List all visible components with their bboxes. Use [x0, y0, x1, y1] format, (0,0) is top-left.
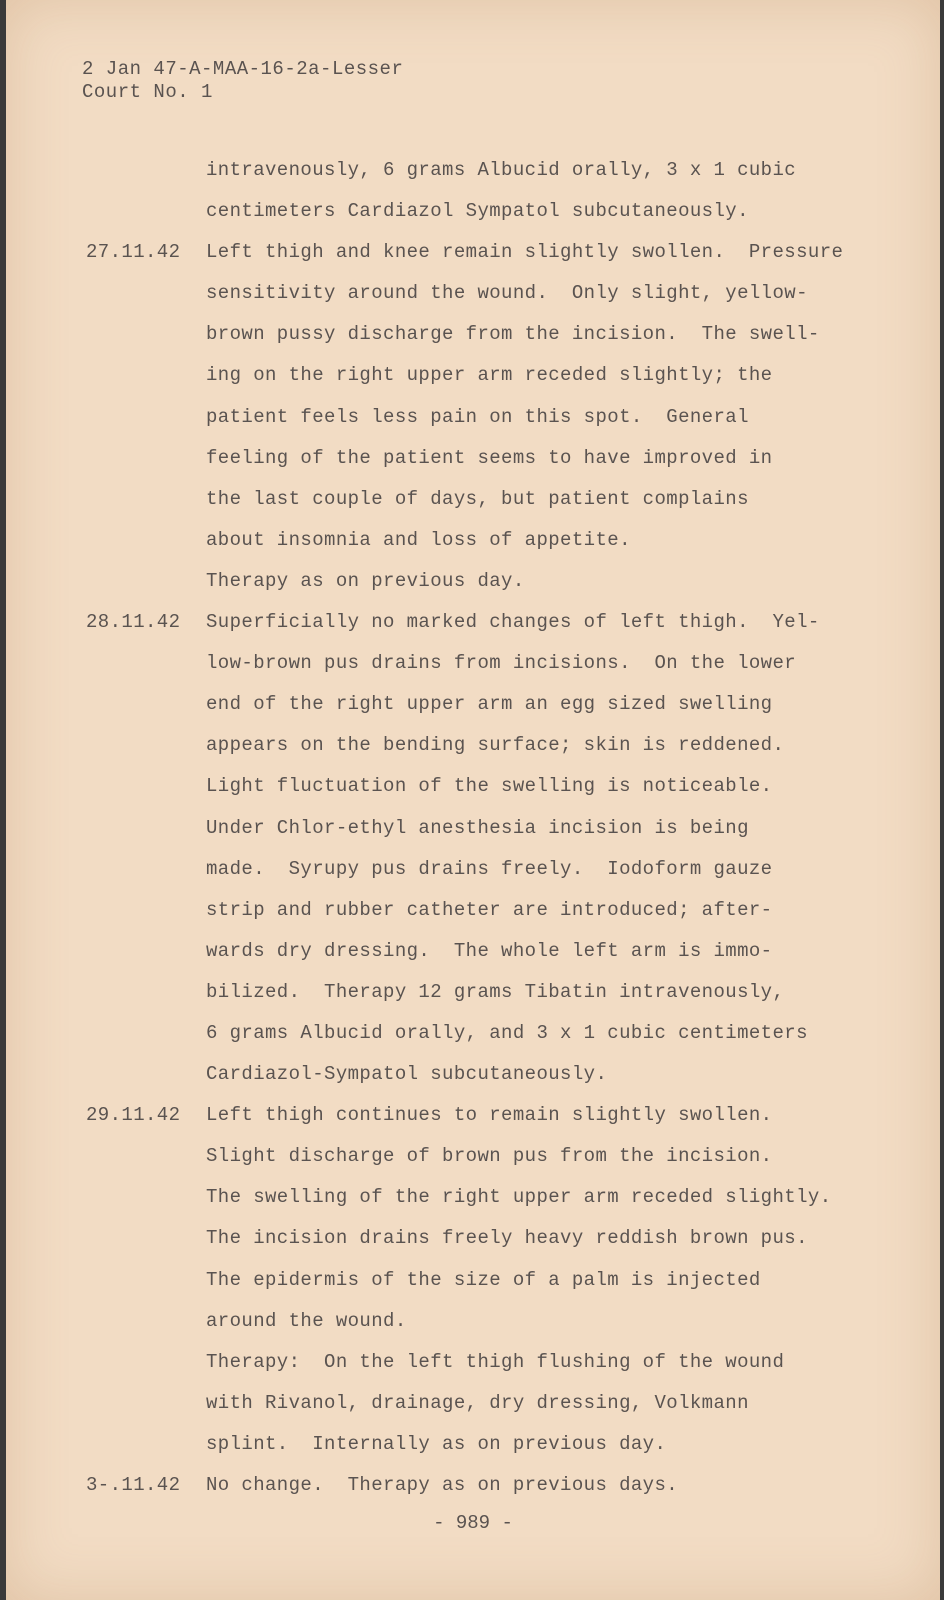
text-line — [86, 808, 886, 849]
line-text: feeling of the patient seems to have improved in — [206, 446, 773, 469]
line-text: strip and rubber catheter are introduced; after- — [206, 898, 773, 921]
text-line — [86, 355, 886, 396]
line-text: brown pussy discharge from the incision. The swell- — [206, 323, 820, 346]
text-line — [86, 1342, 886, 1383]
header-case-reference: 2 Jan 47-A-MAA-16-2a-Lesser — [82, 58, 404, 80]
line-text: around the wound. — [206, 1309, 407, 1332]
line-text: end of the right upper arm an egg sized swelling — [206, 693, 773, 716]
text-line — [86, 1177, 886, 1218]
entry-date: 3-.11.42 — [86, 1474, 181, 1496]
text-line — [86, 232, 886, 273]
line-text: Light fluctuation of the swelling is noticeable. — [206, 775, 773, 798]
line-text: appears on the bending surface; skin is reddened. — [206, 734, 785, 757]
line-text: Therapy: On the left thigh flushing of the wound — [206, 1350, 785, 1373]
page-number: - 989 - — [433, 1512, 513, 1534]
text-line — [86, 397, 886, 438]
text-line — [86, 1054, 886, 1095]
header-court-number: Court No. 1 — [82, 81, 213, 103]
line-text: Therapy as on previous day. — [206, 569, 525, 592]
text-line — [86, 684, 886, 725]
text-line — [86, 1136, 886, 1177]
line-text: Under Chlor-ethyl anesthesia incision is being — [206, 816, 749, 839]
line-text: patient feels less pain on this spot. General — [206, 405, 749, 428]
text-line — [86, 1301, 886, 1342]
line-text: with Rivanol, drainage, dry dressing, Volkmann — [206, 1391, 749, 1414]
text-line — [86, 972, 886, 1013]
line-text: Left thigh and knee remain slightly swollen. Pressure — [206, 241, 844, 264]
text-line — [86, 1218, 886, 1259]
line-text: made. Syrupy pus drains freely. Iodoform gauze — [206, 857, 773, 880]
text-line — [86, 1424, 886, 1465]
line-text: wards dry dressing. The whole left arm is immo- — [206, 939, 773, 962]
line-text: Superficially no marked changes of left thigh. Yel- — [206, 611, 820, 634]
line-text: low-brown pus drains from incisions. On the lower — [206, 652, 797, 675]
text-line — [86, 602, 886, 643]
entry-date: 29.11.42 — [86, 1104, 181, 1127]
document-header — [82, 58, 403, 104]
text-line — [86, 849, 886, 890]
line-text: splint. Internally as on previous day. — [206, 1432, 667, 1455]
text-line — [86, 1260, 886, 1301]
text-line — [86, 479, 886, 520]
line-text: The swelling of the right upper arm receded slightly. — [206, 1186, 832, 1209]
line-text: the last couple of days, but patient complains — [206, 487, 749, 510]
text-line — [86, 890, 886, 931]
text-line — [86, 314, 886, 355]
text-line — [86, 273, 886, 314]
document-page — [6, 0, 940, 1600]
text-line — [86, 191, 886, 232]
text-line — [86, 438, 886, 479]
text-line — [86, 1383, 886, 1424]
line-text: 6 grams Albucid orally, and 3 x 1 cubic centimeters — [206, 1021, 808, 1044]
entry-date: 27.11.42 — [86, 241, 181, 264]
text-line — [86, 725, 886, 766]
line-text: The epidermis of the size of a palm is injected — [206, 1268, 761, 1291]
line-text: about insomnia and loss of appetite. — [206, 528, 631, 551]
line-text: Cardiazol-Sympatol subcutaneously. — [206, 1063, 608, 1086]
text-line — [86, 931, 886, 972]
line-text: Slight discharge of brown pus from the incision. — [206, 1145, 773, 1168]
line-text: No change. Therapy as on previous days. — [206, 1474, 679, 1496]
text-line — [86, 1465, 886, 1506]
line-text: bilized. Therapy 12 grams Tibatin intravenously, — [206, 980, 785, 1003]
text-line — [86, 561, 886, 602]
text-line — [86, 520, 886, 561]
line-text: intravenously, 6 grams Albucid orally, 3 x 1 cubic — [206, 159, 797, 181]
document-body — [86, 150, 886, 1506]
entry-date: 28.11.42 — [86, 611, 181, 634]
line-text: ing on the right upper arm receded slightly; the — [206, 364, 773, 387]
line-text: The incision drains freely heavy reddish brown pus. — [206, 1227, 808, 1250]
line-text: Left thigh continues to remain slightly swollen. — [206, 1104, 773, 1127]
line-text: centimeters Cardiazol Sympatol subcutaneously. — [206, 200, 749, 223]
text-line — [86, 1013, 886, 1054]
text-line — [86, 150, 886, 191]
text-line — [86, 766, 886, 807]
text-line — [86, 1095, 886, 1136]
line-text: sensitivity around the wound. Only slight, yellow- — [206, 282, 808, 305]
text-line — [86, 643, 886, 684]
